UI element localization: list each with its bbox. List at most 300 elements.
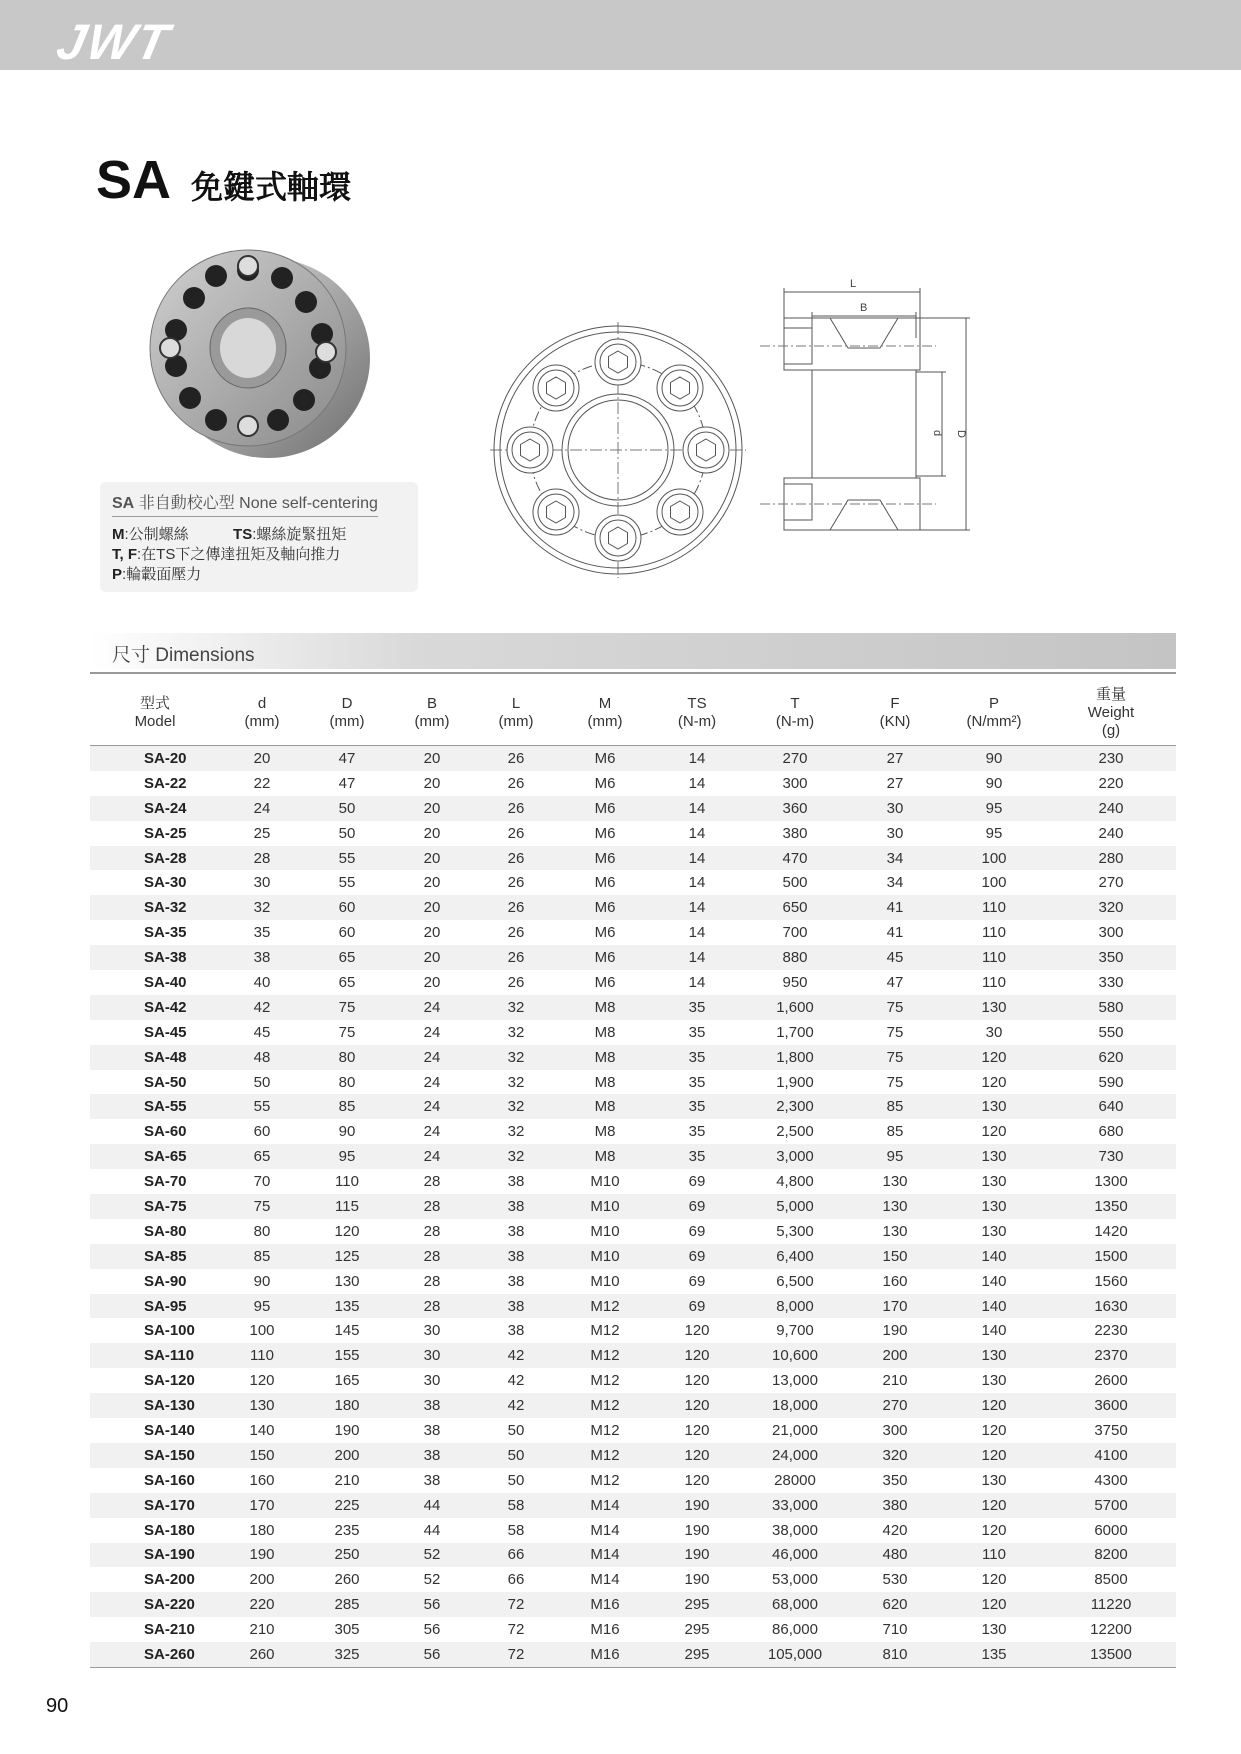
table-cell: M16 (558, 1642, 652, 1667)
table-cell: 32 (507, 1123, 525, 1141)
table-cell: 280 (1046, 846, 1176, 871)
table-cell: 710 (882, 1621, 908, 1639)
table-row (90, 1418, 1176, 1443)
table-cell: 24 (390, 1094, 474, 1119)
table-cell: 120 (942, 1045, 1046, 1070)
table-cell: M8 (594, 1073, 616, 1091)
table-cell: 34 (886, 874, 904, 892)
table-cell: 145 (334, 1322, 360, 1340)
table-cell: 120 (981, 1421, 1007, 1439)
table-cell: 5700 (1046, 1493, 1176, 1518)
table-cell: 325 (304, 1642, 390, 1667)
table-cell: 53,000 (772, 1571, 818, 1589)
table-cell: 32 (220, 895, 304, 920)
legend-desc: 螺絲旋緊扭矩 (256, 526, 347, 543)
table-cell: M12 (558, 1343, 652, 1368)
table-cell: 42 (474, 1343, 558, 1368)
table-cell: 69 (688, 1173, 706, 1191)
table-cell: 350 (1046, 945, 1176, 970)
table-cell: 90 (253, 1272, 271, 1290)
table-cell: 66 (507, 1571, 525, 1589)
table-cell: 56 (390, 1642, 474, 1667)
title-code: SA (96, 150, 172, 210)
table-cell: 30 (390, 1343, 474, 1368)
title-name: 免鍵式軸環 (191, 169, 352, 205)
table-cell: 130 (942, 1144, 1046, 1169)
table-cell: 295 (652, 1642, 742, 1667)
table-cell: 1500 (1046, 1244, 1176, 1269)
table-cell: M16 (558, 1592, 652, 1617)
table-cell: 50 (507, 1421, 525, 1439)
table-cell: 120 (942, 1592, 1046, 1617)
table-cell: 35 (253, 924, 271, 942)
table-cell: 12200 (1090, 1621, 1132, 1639)
table-cell: M10 (558, 1244, 652, 1269)
table-cell: 24 (423, 1123, 441, 1141)
table-cell: 75 (886, 1073, 904, 1091)
table-cell: 28 (423, 1173, 441, 1191)
table-row (90, 1318, 1176, 1343)
table-cell: 120 (942, 1443, 1046, 1468)
table-row (90, 1219, 1176, 1244)
table-row (90, 1518, 1176, 1543)
table-cell: 120 (652, 1443, 742, 1468)
table-cell: 35 (652, 995, 742, 1020)
table-cell: 810 (848, 1642, 942, 1667)
table-cell: 38 (390, 1443, 474, 1468)
table-cell: 38 (507, 1173, 525, 1191)
table-cell: 20 (390, 895, 474, 920)
table-cell: 480 (848, 1543, 942, 1568)
table-cell: 1560 (1094, 1272, 1128, 1290)
table-cell: 32 (474, 1094, 558, 1119)
table-cell: 50 (507, 1471, 525, 1489)
table-cell: 120 (684, 1322, 710, 1340)
table-cell: 110 (942, 945, 1046, 970)
legend-key: P (112, 566, 123, 583)
table-cell: 24 (390, 1045, 474, 1070)
table-cell: 640 (1046, 1094, 1176, 1119)
table-cell: 4100 (1046, 1443, 1176, 1468)
table-cell: 75 (338, 1023, 356, 1041)
table-cell: 45 (253, 1023, 271, 1041)
table-cell: 30 (985, 1023, 1003, 1041)
table-cell: 30 (423, 1322, 441, 1340)
table-cell: 52 (390, 1543, 474, 1568)
table-cell: 880 (742, 945, 848, 970)
table-cell: 44 (390, 1493, 474, 1518)
table-cell: 20 (423, 874, 441, 892)
table-cell: 26 (507, 973, 525, 991)
table-cell: 120 (684, 1421, 710, 1439)
table-cell: 135 (304, 1294, 390, 1319)
table-row (90, 771, 1176, 796)
header-bar (0, 0, 1241, 70)
table-cell: M8 (558, 1144, 652, 1169)
table-cell: 14 (688, 874, 706, 892)
table-cell: 95 (942, 796, 1046, 821)
page-number: 90 (46, 1695, 69, 1717)
table-cell: 110 (220, 1343, 304, 1368)
table-cell: 1,700 (776, 1023, 814, 1041)
table-cell: 225 (304, 1493, 390, 1518)
table-row (90, 1169, 1176, 1194)
table-cell: 500 (782, 874, 808, 892)
table-row (90, 1269, 1176, 1294)
table-cell: 20 (423, 774, 441, 792)
table-cell: 52 (423, 1571, 441, 1589)
table-cell: 260 (334, 1571, 360, 1589)
table-cell: 130 (848, 1194, 942, 1219)
table-cell: 24,000 (742, 1443, 848, 1468)
table-cell: 380 (848, 1493, 942, 1518)
table-cell: 32 (507, 1023, 525, 1041)
table-cell: 580 (1046, 995, 1176, 1020)
table-cell: 100 (249, 1322, 275, 1340)
table-cell: 210 (334, 1471, 360, 1489)
table-cell: 28 (423, 1222, 441, 1240)
table-cell: 130 (942, 995, 1046, 1020)
table-cell: M6 (558, 895, 652, 920)
table-cell: 35 (688, 1123, 706, 1141)
table-cell: 150 (848, 1244, 942, 1269)
table-cell: 380 (782, 824, 808, 842)
table-cell: 620 (1046, 1045, 1176, 1070)
table-cell: 85 (304, 1094, 390, 1119)
table-cell: 56 (423, 1621, 441, 1639)
model-cell: SA-60 (144, 1123, 187, 1141)
table-cell: 130 (882, 1222, 908, 1240)
table-cell: 9,700 (776, 1322, 814, 1340)
table-cell: 20 (390, 796, 474, 821)
table-cell: 46,000 (742, 1543, 848, 1568)
table-cell: 85 (886, 1123, 904, 1141)
table-cell: 26 (474, 796, 558, 821)
table-cell: M6 (558, 945, 652, 970)
product-photo (136, 240, 376, 465)
table-cell: 130 (942, 1194, 1046, 1219)
table-cell: M16 (590, 1621, 620, 1639)
table-cell: 75 (220, 1194, 304, 1219)
legend-key: T, F (112, 546, 137, 563)
table-cell: 14 (652, 846, 742, 871)
table-cell: 95 (985, 824, 1003, 842)
model-cell: SA-190 (90, 1543, 220, 1568)
table-cell: 32 (474, 995, 558, 1020)
table-cell: M12 (590, 1471, 620, 1489)
table-cell: 1,600 (742, 995, 848, 1020)
table-row (90, 1020, 1176, 1045)
table-cell: 25 (253, 824, 271, 842)
table-cell: 24 (390, 995, 474, 1020)
table-cell: M6 (594, 774, 616, 792)
table-cell: 65 (220, 1144, 304, 1169)
table-cell: 42 (220, 995, 304, 1020)
model-cell: SA-220 (90, 1592, 220, 1617)
table-row (90, 1393, 1176, 1418)
table-cell: 69 (652, 1194, 742, 1219)
table-cell: 72 (474, 1642, 558, 1667)
table-cell: 6,400 (742, 1244, 848, 1269)
table-cell: 130 (882, 1173, 908, 1191)
table-cell: 47 (886, 973, 904, 991)
table-cell: M6 (558, 746, 652, 771)
dim-label-L: L (850, 278, 857, 290)
table-cell: 270 (742, 746, 848, 771)
table-cell: 42 (474, 1393, 558, 1418)
table-cell: 24 (220, 796, 304, 821)
table-cell: 190 (652, 1543, 742, 1568)
table-cell: M12 (558, 1443, 652, 1468)
brand-logo: JWT (52, 14, 176, 70)
table-cell: 130 (981, 1471, 1007, 1489)
info-headline-code: SA (112, 495, 135, 512)
table-cell: 34 (848, 846, 942, 871)
table-cell: 130 (981, 1222, 1007, 1240)
table-cell: 550 (1098, 1023, 1124, 1041)
table-row (90, 821, 1176, 846)
table-cell: M12 (590, 1372, 620, 1390)
table-cell: 160 (249, 1471, 275, 1489)
table-cell: M8 (594, 1023, 616, 1041)
dimensions-table (90, 680, 1176, 1668)
table-cell: 75 (304, 995, 390, 1020)
table-cell: 58 (507, 1521, 525, 1539)
table-cell: 20 (423, 824, 441, 842)
model-cell: SA-150 (90, 1443, 220, 1468)
table-row (90, 1070, 1176, 1095)
dim-label-d: d (931, 430, 943, 437)
table-cell: 69 (652, 1294, 742, 1319)
table-cell: 110 (942, 895, 1046, 920)
table-cell: 235 (334, 1521, 360, 1539)
table-cell: M6 (558, 796, 652, 821)
model-cell: SA-110 (90, 1343, 220, 1368)
info-headline (112, 490, 378, 517)
table-cell: 590 (1098, 1073, 1124, 1091)
model-cell: SA-90 (144, 1272, 187, 1290)
table-cell: M8 (558, 1094, 652, 1119)
table-cell: 24 (423, 1073, 441, 1091)
table-cell: 38 (507, 1222, 525, 1240)
table-cell: M14 (558, 1543, 652, 1568)
table-cell: 190 (652, 1493, 742, 1518)
table-cell: 200 (848, 1343, 942, 1368)
col-header-TS: TS (N-m) (652, 680, 742, 746)
table-cell: M10 (590, 1272, 620, 1290)
model-cell: SA-22 (144, 774, 187, 792)
col-header-L: L (mm) (474, 680, 558, 746)
table-cell: 110 (335, 1173, 359, 1191)
table-cell: 30 (886, 824, 904, 842)
table-cell: 80 (304, 1045, 390, 1070)
table-cell: 20 (423, 973, 441, 991)
table-cell: 2600 (1094, 1372, 1128, 1390)
table-cell: 1,900 (776, 1073, 814, 1091)
info-headline-text: 非自動校心型 None self-centering (138, 495, 378, 512)
table-cell: 130 (942, 1343, 1046, 1368)
table-cell: 170 (220, 1493, 304, 1518)
table-cell: 35 (652, 1045, 742, 1070)
table-cell: 69 (652, 1244, 742, 1269)
table-cell: 20 (390, 846, 474, 871)
table-cell: 28 (390, 1244, 474, 1269)
table-cell: 20 (390, 945, 474, 970)
table-cell: 14 (652, 895, 742, 920)
table-cell: 38 (474, 1194, 558, 1219)
table-cell: 60 (253, 1123, 271, 1141)
legend-key: M (112, 526, 125, 543)
table-row (90, 1119, 1176, 1144)
table-cell: 20 (423, 924, 441, 942)
model-cell: SA-260 (90, 1642, 220, 1667)
table-cell: 65 (304, 945, 390, 970)
model-cell: SA-24 (90, 796, 220, 821)
table-row (90, 746, 1176, 771)
model-cell: SA-130 (90, 1393, 220, 1418)
table-cell: 85 (848, 1094, 942, 1119)
table-row (90, 1244, 1176, 1269)
table-cell: 300 (1098, 924, 1124, 942)
table-cell: M14 (590, 1571, 620, 1589)
table-cell: 300 (782, 774, 808, 792)
table-cell: 28 (220, 846, 304, 871)
col-header-F: F (KN) (848, 680, 942, 746)
table-cell: 320 (848, 1443, 942, 1468)
table-cell: M10 (558, 1194, 652, 1219)
col-header-D: D (mm) (304, 680, 390, 746)
table-cell: 60 (338, 924, 356, 942)
table-cell: M12 (590, 1421, 620, 1439)
table-cell: 26 (507, 774, 525, 792)
legend-desc: 輪轂面壓力 (126, 566, 202, 583)
table-cell: 14 (652, 746, 742, 771)
table-cell: 10,600 (742, 1343, 848, 1368)
model-cell: SA-200 (144, 1571, 195, 1589)
table-cell: 180 (249, 1521, 275, 1539)
table-row (90, 1045, 1176, 1070)
table-cell: 38 (474, 1294, 558, 1319)
table-cell: 6000 (1094, 1521, 1128, 1539)
table-cell: 95 (304, 1144, 390, 1169)
table-cell: 69 (688, 1272, 706, 1290)
table-cell: 28000 (774, 1471, 816, 1489)
table-cell: 730 (1046, 1144, 1176, 1169)
table-cell: 120 (684, 1372, 710, 1390)
table-cell: 130 (981, 1372, 1007, 1390)
table-cell: 1420 (1094, 1222, 1128, 1240)
table-cell: M8 (558, 995, 652, 1020)
table-cell: 38 (390, 1393, 474, 1418)
table-cell: 350 (882, 1471, 908, 1489)
table-cell: 60 (304, 895, 390, 920)
model-cell: SA-25 (144, 824, 187, 842)
table-cell: 14 (652, 796, 742, 821)
table-cell: 150 (220, 1443, 304, 1468)
table-cell: 190 (220, 1543, 304, 1568)
table-cell: 27 (886, 774, 904, 792)
table-cell: 24 (390, 1144, 474, 1169)
table-cell: 45 (848, 945, 942, 970)
table-cell: 140 (942, 1244, 1046, 1269)
table-cell: M6 (558, 846, 652, 871)
col-header-M: M (mm) (558, 680, 652, 746)
table-cell: 75 (886, 1023, 904, 1041)
table-cell: M8 (558, 1045, 652, 1070)
table-cell: 330 (1098, 973, 1124, 991)
section-divider (90, 672, 1176, 674)
table-cell: 72 (507, 1621, 525, 1639)
table-cell: 200 (249, 1571, 275, 1589)
table-cell: 13,000 (772, 1372, 818, 1390)
table-row (90, 970, 1176, 995)
table-cell: 30 (848, 796, 942, 821)
col-header-weight: 重量 Weight (g) (1046, 680, 1176, 746)
table-cell: 90 (985, 774, 1003, 792)
table-cell: 135 (942, 1642, 1046, 1667)
table-cell: 6,500 (776, 1272, 814, 1290)
table-cell: 38 (220, 945, 304, 970)
model-cell: SA-100 (144, 1322, 195, 1340)
table-cell: 155 (304, 1343, 390, 1368)
table-cell: 140 (249, 1421, 275, 1439)
table-cell: 240 (1046, 796, 1176, 821)
table-cell: M14 (558, 1493, 652, 1518)
model-cell: SA-20 (90, 746, 220, 771)
table-cell: 130 (981, 1173, 1007, 1191)
table-cell: 55 (304, 846, 390, 871)
table-cell: 5,300 (776, 1222, 814, 1240)
table-cell: 14 (688, 774, 706, 792)
table-cell: M6 (594, 824, 616, 842)
table-cell: 30 (423, 1372, 441, 1390)
table-cell: 26 (507, 824, 525, 842)
table-cell: 3750 (1094, 1421, 1128, 1439)
table-cell: 14 (688, 924, 706, 942)
table-row (90, 1144, 1176, 1169)
table-cell: 58 (474, 1493, 558, 1518)
table-cell: 50 (304, 796, 390, 821)
table-cell: 2370 (1046, 1343, 1176, 1368)
table-cell: 285 (304, 1592, 390, 1617)
table-cell: 38,000 (772, 1521, 818, 1539)
table-cell: 240 (1098, 824, 1124, 842)
model-cell: SA-38 (90, 945, 220, 970)
legend-key: TS (233, 526, 253, 543)
table-cell: M6 (594, 924, 616, 942)
front-view-drawing (490, 322, 746, 578)
table-cell: 72 (474, 1592, 558, 1617)
table-cell: 35 (652, 1144, 742, 1169)
model-cell: SA-80 (144, 1222, 187, 1240)
table-cell: 140 (981, 1322, 1007, 1340)
model-cell: SA-55 (90, 1094, 220, 1119)
table-cell: 100 (981, 874, 1007, 892)
table-cell: 11220 (1046, 1592, 1176, 1617)
table-header-row (90, 680, 1176, 746)
col-header-B: B (mm) (390, 680, 474, 746)
table-cell: 4300 (1094, 1471, 1128, 1489)
table-cell: 26 (507, 874, 525, 892)
model-cell: SA-40 (144, 973, 187, 991)
table-cell: 3600 (1046, 1393, 1176, 1418)
table-row (90, 895, 1176, 920)
table-cell: 65 (338, 973, 356, 991)
table-cell: 26 (474, 945, 558, 970)
table-cell: 270 (1098, 874, 1124, 892)
table-cell: M10 (590, 1222, 620, 1240)
model-cell: SA-45 (144, 1023, 187, 1041)
